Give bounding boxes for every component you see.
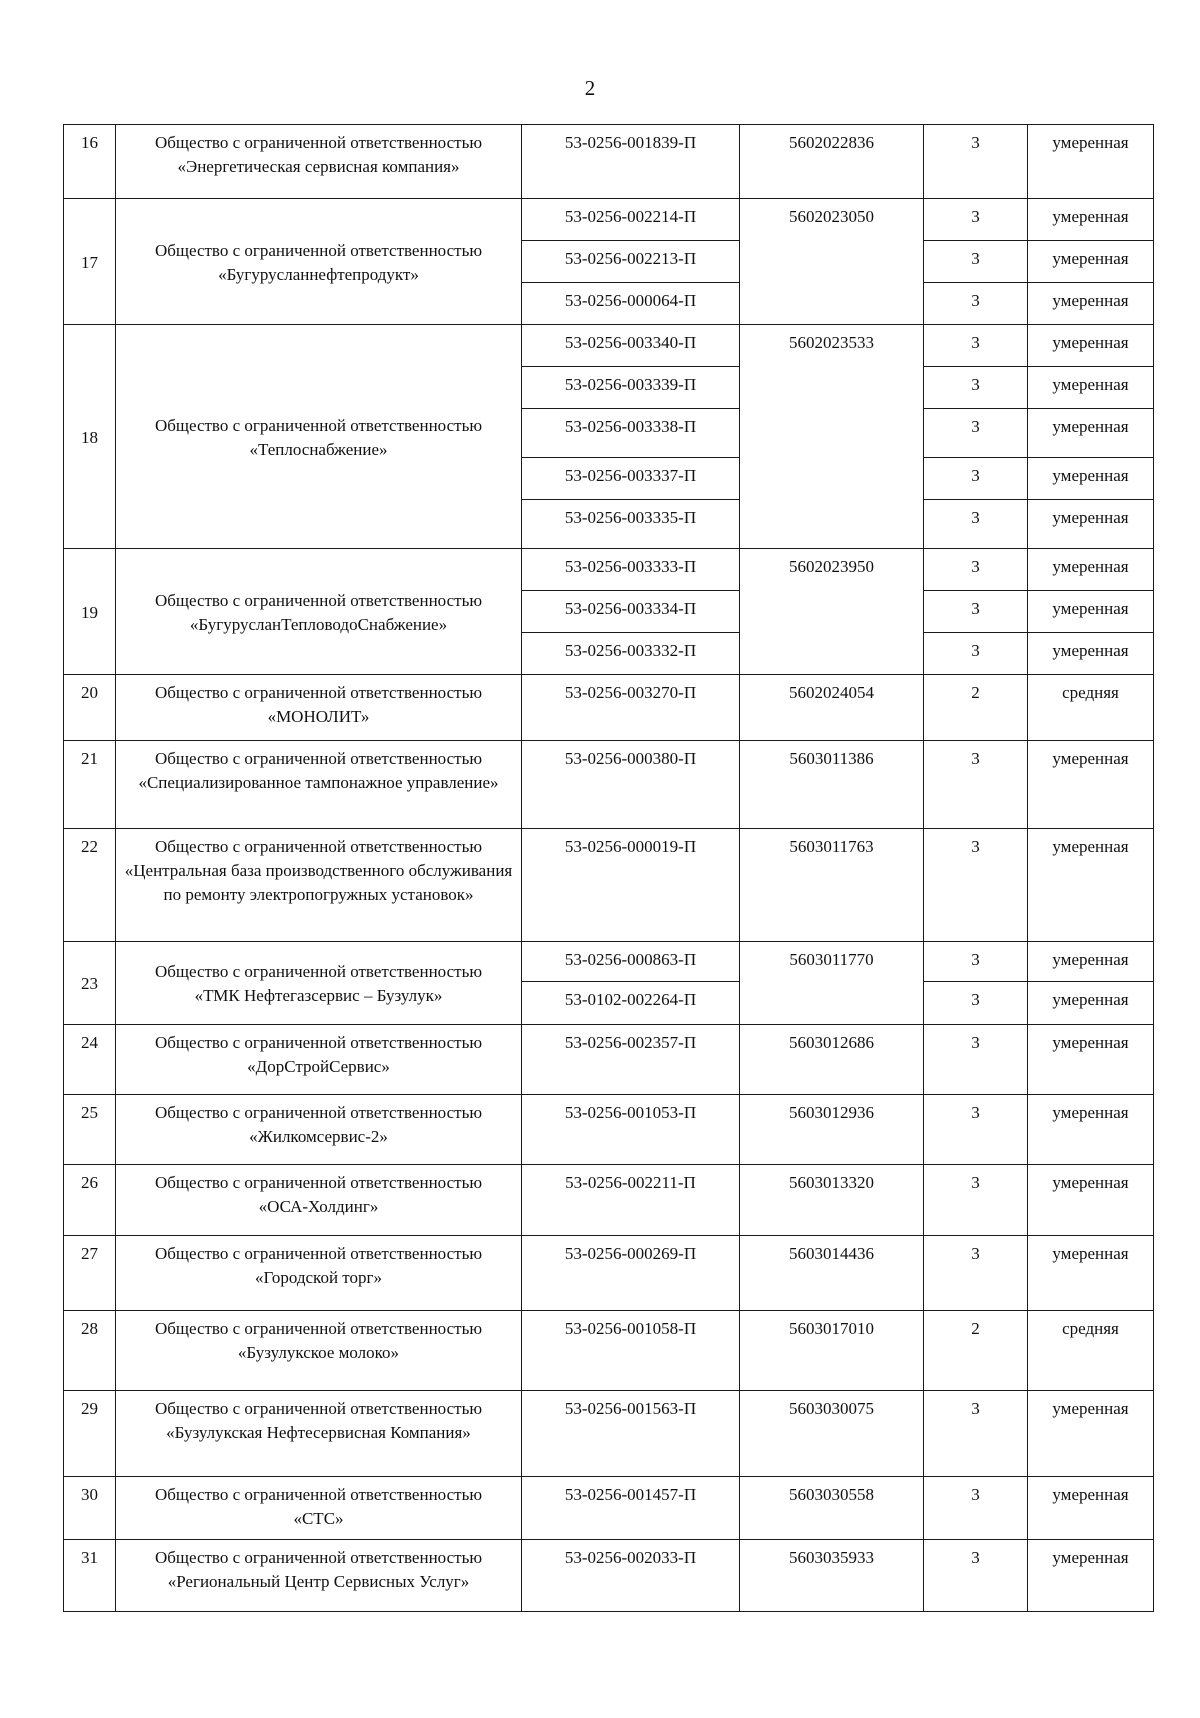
hazard-class-cell: 3 [924, 591, 1028, 633]
risk-category-cell: умеренная [1028, 1095, 1154, 1165]
organization-name: «Бузулукская Нефтесервисная Компания» [166, 1423, 471, 1442]
risk-category-cell: умеренная [1028, 741, 1154, 829]
row-number-cell: 31 [64, 1540, 116, 1612]
table-row [64, 1236, 1154, 1311]
table-row [64, 1095, 1154, 1165]
organization-name-cell [116, 1311, 522, 1391]
inn-cell: 5603012686 [740, 1025, 924, 1095]
hazard-class-cell: 3 [924, 633, 1028, 675]
organization-name: «Теплоснабжение» [249, 439, 388, 459]
organization-legal-form: Общество с ограниченной ответственностью [154, 1485, 483, 1504]
registration-number-cell: 53-0256-000269-П [522, 1236, 740, 1311]
registration-number-cell: 53-0256-002033-П [522, 1540, 740, 1612]
risk-category-cell: умеренная [1028, 199, 1154, 241]
hazard-class-cell: 3 [924, 325, 1028, 367]
risk-category-cell: умеренная [1028, 549, 1154, 591]
organization-legal-form: Общество с ограниченной ответственностью [154, 1173, 483, 1192]
risk-category-cell: умеренная [1028, 1477, 1154, 1540]
organization-name-cell [116, 199, 522, 325]
hazard-class-cell: 3 [924, 549, 1028, 591]
registration-number-cell: 53-0256-001058-П [522, 1311, 740, 1391]
table-row [64, 1477, 1154, 1540]
registration-number-cell: 53-0256-000019-П [522, 829, 740, 942]
row-number-cell: 23 [64, 942, 116, 1025]
organization-name: «Специализированное тампонажное управление» [138, 773, 499, 792]
inn-cell: 5603030075 [740, 1391, 924, 1477]
hazard-class-cell: 3 [924, 500, 1028, 549]
row-number-cell: 28 [64, 1311, 116, 1391]
risk-category-cell: умеренная [1028, 1165, 1154, 1236]
hazard-class-cell: 3 [924, 741, 1028, 829]
organization-name: «Энергетическая сервисная компания» [177, 157, 460, 176]
risk-category-cell: умеренная [1028, 409, 1154, 458]
risk-category-cell: умеренная [1028, 1025, 1154, 1095]
organization-legal-form: Общество с ограниченной ответственностью [154, 1548, 483, 1567]
organization-name-cell [116, 829, 522, 942]
inn-cell: 5602024054 [740, 675, 924, 741]
registration-number-cell: 53-0256-002357-П [522, 1025, 740, 1095]
inn-cell: 5603014436 [740, 1236, 924, 1311]
inn-cell: 5603011386 [740, 741, 924, 829]
registration-number-cell: 53-0256-002214-П [522, 199, 740, 241]
table-row [64, 829, 1154, 942]
row-number-cell: 20 [64, 675, 116, 741]
organization-legal-form: Общество с ограниченной ответственностью [154, 590, 483, 610]
inn-cell: 5603030558 [740, 1477, 924, 1540]
hazard-class-cell: 3 [924, 409, 1028, 458]
registration-number-cell: 53-0256-003335-П [522, 500, 740, 549]
table-row [64, 1540, 1154, 1612]
organization-legal-form: Общество с ограниченной ответственностью [154, 415, 483, 435]
hazard-class-cell: 3 [924, 367, 1028, 409]
row-number-cell: 17 [64, 199, 116, 325]
row-number-cell: 22 [64, 829, 116, 942]
hazard-class-cell: 3 [924, 458, 1028, 500]
risk-category-cell: умеренная [1028, 367, 1154, 409]
registration-number-cell: 53-0256-000863-П [522, 942, 740, 982]
row-number-cell: 24 [64, 1025, 116, 1095]
risk-category-cell: умеренная [1028, 325, 1154, 367]
risk-category-cell: умеренная [1028, 458, 1154, 500]
row-number-cell: 16 [64, 125, 116, 199]
hazard-class-cell: 3 [924, 1165, 1028, 1236]
organization-name-cell [116, 741, 522, 829]
risk-category-cell: средняя [1028, 675, 1154, 741]
risk-category-cell: умеренная [1028, 500, 1154, 549]
organization-name: «Региональный Центр Сервисных Услуг» [167, 1572, 470, 1591]
table-row [64, 942, 1154, 982]
organization-name: «ОСА-Холдинг» [258, 1197, 379, 1216]
table-row [64, 675, 1154, 741]
row-number-cell: 27 [64, 1236, 116, 1311]
inn-cell: 5603017010 [740, 1311, 924, 1391]
inn-cell: 5603011770 [740, 942, 924, 1025]
registration-number-cell: 53-0256-002213-П [522, 241, 740, 283]
risk-category-cell: умеренная [1028, 633, 1154, 675]
registration-number-cell: 53-0256-003334-П [522, 591, 740, 633]
organization-legal-form: Общество с ограниченной ответственностью [154, 683, 483, 702]
table-row [64, 1025, 1154, 1095]
risk-category-cell: умеренная [1028, 241, 1154, 283]
organization-name-cell [116, 1025, 522, 1095]
risk-category-cell: умеренная [1028, 125, 1154, 199]
row-number-cell: 29 [64, 1391, 116, 1477]
inn-cell: 5603012936 [740, 1095, 924, 1165]
registration-number-cell: 53-0256-003333-П [522, 549, 740, 591]
inn-cell: 5602023533 [740, 325, 924, 549]
registration-number-cell: 53-0102-002264-П [522, 982, 740, 1025]
organization-legal-form: Общество с ограниченной ответственностью [154, 1319, 483, 1338]
table-row [64, 199, 1154, 241]
organization-name-cell [116, 1165, 522, 1236]
registration-number-cell: 53-0256-003337-П [522, 458, 740, 500]
hazard-class-cell: 2 [924, 675, 1028, 741]
registration-number-cell: 53-0256-003339-П [522, 367, 740, 409]
risk-category-cell: умеренная [1028, 591, 1154, 633]
organization-name-cell [116, 1540, 522, 1612]
registration-number-cell: 53-0256-000064-П [522, 283, 740, 325]
registration-number-cell: 53-0256-003270-П [522, 675, 740, 741]
organization-name: «МОНОЛИТ» [267, 707, 370, 726]
organization-name-cell [116, 675, 522, 741]
hazard-class-cell: 3 [924, 1540, 1028, 1612]
registration-number-cell: 53-0256-003340-П [522, 325, 740, 367]
organization-name-cell [116, 1477, 522, 1540]
risk-category-cell: умеренная [1028, 1391, 1154, 1477]
hazard-class-cell: 3 [924, 982, 1028, 1025]
registration-number-cell: 53-0256-002211-П [522, 1165, 740, 1236]
organization-name: «Бузулукское молоко» [237, 1343, 400, 1362]
inn-cell: 5602023050 [740, 199, 924, 325]
organization-legal-form: Общество с ограниченной ответственностью [154, 1103, 483, 1122]
registration-number-cell: 53-0256-001457-П [522, 1477, 740, 1540]
organization-name-cell [116, 1391, 522, 1477]
organization-name: «Бугурусланнефтепродукт» [218, 264, 419, 284]
organization-legal-form: Общество с ограниченной ответственностью [154, 240, 483, 260]
row-number-cell: 21 [64, 741, 116, 829]
hazard-class-cell: 3 [924, 1477, 1028, 1540]
registration-number-cell: 53-0256-003332-П [522, 633, 740, 675]
risk-category-cell: средняя [1028, 1311, 1154, 1391]
organization-name: «ДорСтройСервис» [247, 1057, 390, 1076]
row-number-cell: 26 [64, 1165, 116, 1236]
hazard-class-cell: 3 [924, 283, 1028, 325]
hazard-class-cell: 3 [924, 241, 1028, 283]
registration-number-cell: 53-0256-003338-П [522, 409, 740, 458]
page-number: 2 [584, 76, 596, 100]
organization-name-cell [116, 125, 522, 199]
organization-name: «ТМК Нефтегазсервис – Бузулук» [194, 986, 443, 1005]
inn-cell: 5603011763 [740, 829, 924, 942]
organization-legal-form: Общество с ограниченной ответственностью [154, 837, 483, 856]
hazard-class-cell: 3 [924, 1025, 1028, 1095]
hazard-class-cell: 3 [924, 1391, 1028, 1477]
risk-category-cell: умеренная [1028, 1540, 1154, 1612]
organization-legal-form: Общество с ограниченной ответственностью [154, 962, 483, 981]
organization-legal-form: Общество с ограниченной ответственностью [154, 133, 483, 152]
organization-name-cell [116, 325, 522, 549]
hazard-class-cell: 3 [924, 199, 1028, 241]
hazard-class-cell: 3 [924, 1236, 1028, 1311]
hazard-class-cell: 3 [924, 1095, 1028, 1165]
registration-number-cell: 53-0256-001053-П [522, 1095, 740, 1165]
table-row [64, 325, 1154, 367]
inn-cell: 5602022836 [740, 125, 924, 199]
organization-legal-form: Общество с ограниченной ответственностью [154, 1033, 483, 1052]
table-row [64, 125, 1154, 199]
risk-category-cell: умеренная [1028, 829, 1154, 942]
registration-number-cell: 53-0256-001563-П [522, 1391, 740, 1477]
organization-name: «Центральная база производственного обслуживания по ремонту электропогружных установок» [124, 861, 513, 904]
organizations-table-body [64, 125, 1154, 1612]
registration-number-cell: 53-0256-001839-П [522, 125, 740, 199]
hazard-class-cell: 2 [924, 1311, 1028, 1391]
inn-cell: 5603013320 [740, 1165, 924, 1236]
hazard-class-cell: 3 [924, 942, 1028, 982]
organization-name: «СТС» [293, 1509, 344, 1528]
risk-category-cell: умеренная [1028, 982, 1154, 1025]
hazard-class-cell: 3 [924, 829, 1028, 942]
organizations-table [63, 124, 1154, 1612]
organization-name-cell [116, 1095, 522, 1165]
registration-number-cell: 53-0256-000380-П [522, 741, 740, 829]
organization-name-cell [116, 942, 522, 1025]
organization-legal-form: Общество с ограниченной ответственностью [154, 749, 483, 768]
organization-name: «Жилкомсервис-2» [249, 1127, 388, 1146]
organization-name-cell [116, 1236, 522, 1311]
organization-legal-form: Общество с ограниченной ответственностью [154, 1399, 483, 1418]
risk-category-cell: умеренная [1028, 942, 1154, 982]
hazard-class-cell: 3 [924, 125, 1028, 199]
organization-name: «БугурусланТепловодоСнабжение» [189, 614, 448, 634]
row-number-cell: 25 [64, 1095, 116, 1165]
inn-cell: 5602023950 [740, 549, 924, 675]
table-row [64, 1311, 1154, 1391]
risk-category-cell: умеренная [1028, 283, 1154, 325]
row-number-cell: 18 [64, 325, 116, 549]
table-row [64, 1165, 1154, 1236]
inn-cell: 5603035933 [740, 1540, 924, 1612]
organization-legal-form: Общество с ограниченной ответственностью [154, 1244, 483, 1263]
table-row [64, 741, 1154, 829]
risk-category-cell: умеренная [1028, 1236, 1154, 1311]
table-row [64, 549, 1154, 591]
row-number-cell: 30 [64, 1477, 116, 1540]
row-number-cell: 19 [64, 549, 116, 675]
organization-name-cell [116, 549, 522, 675]
organization-name: «Городской торг» [255, 1268, 382, 1287]
table-row [64, 1391, 1154, 1477]
